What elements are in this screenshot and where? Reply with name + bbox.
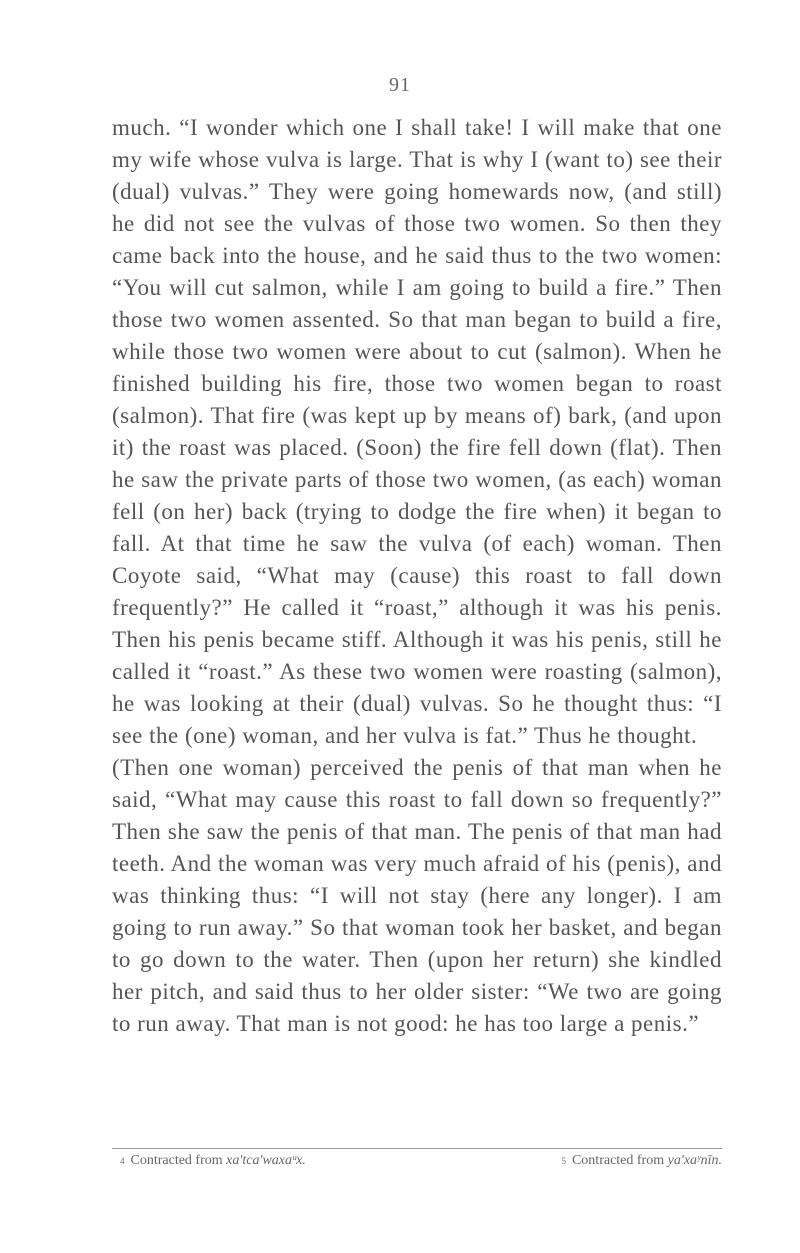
footnote xyxy=(120,1152,306,1170)
footnote-term: ya'xaʸnīn. xyxy=(667,1153,722,1168)
footnote-marker: 5 xyxy=(561,1156,566,1166)
footnote-divider xyxy=(112,1148,722,1149)
footnotes xyxy=(120,1152,722,1170)
paragraph: much. “I wonder which one I shall take! I will make that one my wife whose vulva is large. That is why I (want to) see their (dual) vulvas.” They were going homewards now, (and still) he did not see the vulvas of those two women. So then they came back into the house, and he said thus to the two women: “You will cut salmon, while I am going to build a fire.” Then those two women assented. So that man began to build a fire, while those two women were about to cut (salmon). When he finished building his fire, those two women began to roast (salmon). That fire (was kept up by means of) bark, (and upon it) the roast was placed. (Soon) the fire fell down (flat). Then he saw the private parts of those two women, (as each) woman fell (on her) back (trying to dodge the fire when) it began to fall. At that time he saw the vulva (of each) woman. Then Coyote said, “What may (cause) this roast to fall down frequently?” He called it “roast,” although it was his penis. Then his penis became stiff. Although it was his penis, still he called it “roast.” As these two women were roasting (salmon), he was looking at their (dual) vulvas. So he thought thus: “I see the (one) woman, and her vulva is fat.” Thus he thought. xyxy=(112,115,722,748)
footnote-marker: 4 xyxy=(120,1156,125,1166)
body-text xyxy=(112,112,722,1040)
footnote-text: Contracted from xyxy=(571,1153,665,1168)
paragraph: (Then one woman) perceived the penis of that man when he said, “What may cause this roast to fall down so frequently?” Then she saw the penis of that man. The penis of that man had teeth. And the woman was very much afraid of his (penis), and was thinking thus: “I will not stay (here any longer). I am going to run away.” So that woman took her basket, and began to go down to the water. Then (upon her return) she kindled her pitch, and said thus to her older sister: “We two are going to run away. That man is not good: he has too large a penis.” xyxy=(112,755,722,1036)
page-number: 91 xyxy=(389,74,411,96)
footnote-term: xa'tca'waxaᵘx. xyxy=(226,1153,306,1168)
footnote xyxy=(561,1152,722,1170)
footnote-text: Contracted from xyxy=(130,1153,223,1168)
